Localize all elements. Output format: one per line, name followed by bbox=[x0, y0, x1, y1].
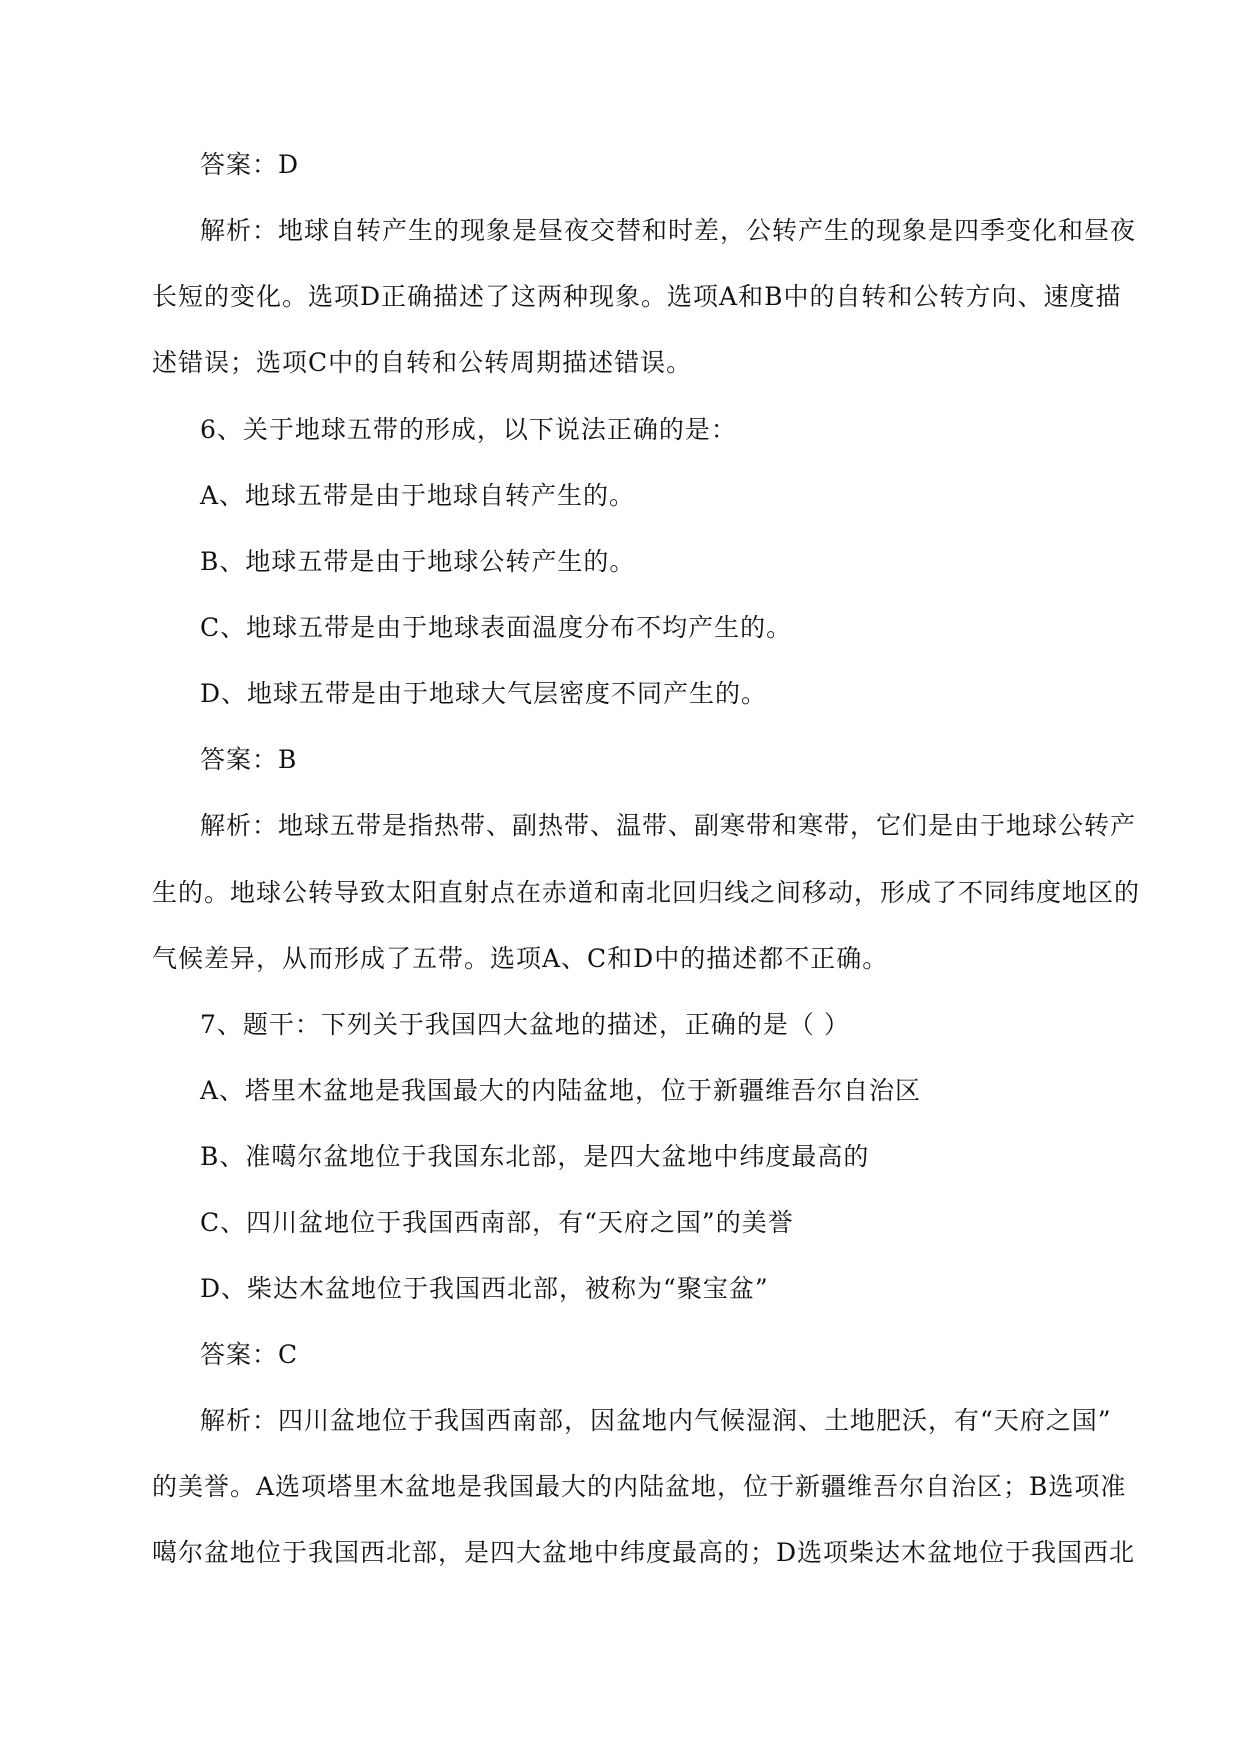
q7-option-d: D、柴达木盆地位于我国西北部，被称为“聚宝盆” bbox=[200, 1274, 769, 1303]
q7-explanation-line: 的美誉。A选项塔里木盆地是我国最大的内陆盆地，位于新疆维吾尔自治区；B选项准 bbox=[152, 1472, 1127, 1501]
q5-explanation-line: 解析：地球自转产生的现象是昼夜交替和时差，公转产生的现象是四季变化和昼夜 bbox=[200, 216, 1137, 245]
q6-stem: 6、关于地球五带的形成，以下说法正确的是： bbox=[200, 415, 737, 444]
q6-option-a: A、地球五带是由于地球自转产生的。 bbox=[200, 481, 636, 510]
q7-explanation-line: 解析：四川盆地位于我国西南部，因盆地内气候湿润、土地肥沃，有“天府之国” bbox=[200, 1406, 1112, 1435]
q6-explanation-line: 生的。地球公转导致太阳直射点在赤道和南北回归线之间移动，形成了不同纬度地区的 bbox=[152, 878, 1141, 907]
q6-option-c: C、地球五带是由于地球表面温度分布不均产生的。 bbox=[200, 613, 793, 642]
q5-explanation-line: 长短的变化。选项D正确描述了这两种现象。选项A和B中的自转和公转方向、速度描 bbox=[152, 282, 1122, 311]
q6-answer: 答案：B bbox=[200, 745, 298, 774]
q7-option-a: A、塔里木盆地是我国最大的内陆盆地，位于新疆维吾尔自治区 bbox=[200, 1076, 922, 1105]
q5-explanation-line: 述错误；选项C中的自转和公转周期描述错误。 bbox=[152, 348, 693, 377]
q5-answer: 答案：D bbox=[200, 150, 300, 179]
q6-explanation-line: 解析：地球五带是指热带、副热带、温带、副寒带和寒带，它们是由于地球公转产 bbox=[200, 811, 1137, 840]
q7-option-b: B、准噶尔盆地位于我国东北部，是四大盆地中纬度最高的 bbox=[200, 1142, 870, 1171]
q6-option-b: B、地球五带是由于地球公转产生的。 bbox=[200, 547, 636, 576]
q6-option-d: D、地球五带是由于地球大气层密度不同产生的。 bbox=[200, 679, 768, 708]
q7-explanation-line: 噶尔盆地位于我国西北部，是四大盆地中纬度最高的；D选项柴达木盆地位于我国西北 bbox=[152, 1538, 1136, 1567]
q7-stem: 7、题干：下列关于我国四大盆地的描述，正确的是（ ） bbox=[200, 1010, 850, 1039]
q7-answer: 答案：C bbox=[200, 1340, 299, 1369]
q7-option-c: C、四川盆地位于我国西南部，有“天府之国”的美誉 bbox=[200, 1208, 794, 1237]
q6-explanation-line: 气候差异，从而形成了五带。选项A、C和D中的描述都不正确。 bbox=[152, 944, 889, 973]
